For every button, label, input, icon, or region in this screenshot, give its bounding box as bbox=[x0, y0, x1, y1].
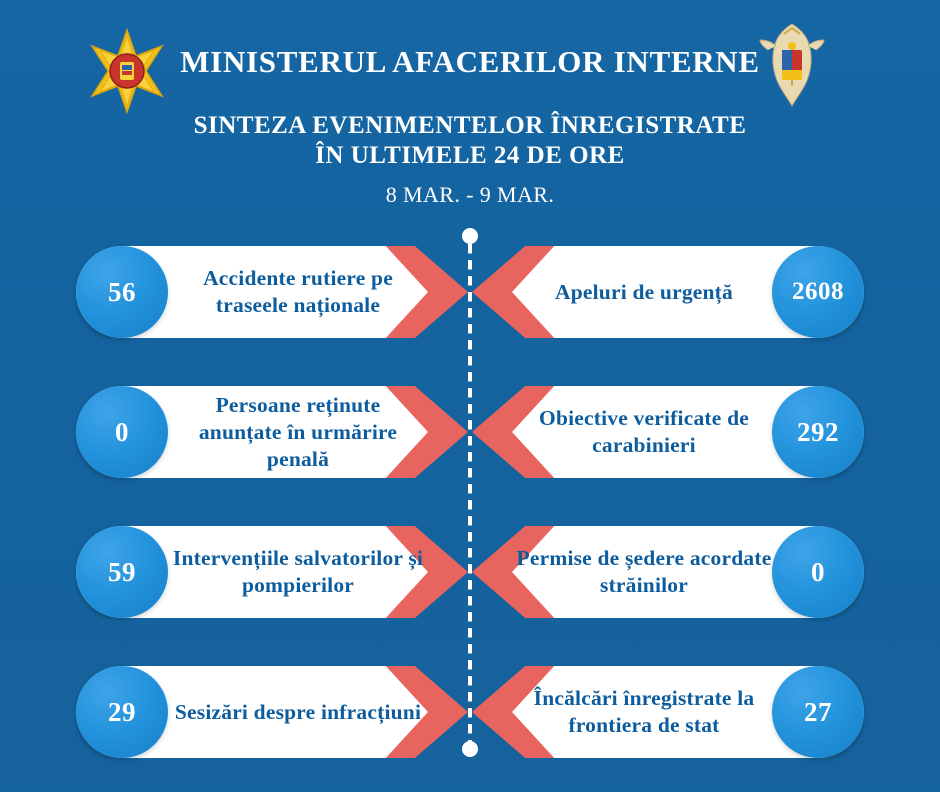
stat-card-apeluri-urgenta bbox=[472, 246, 864, 338]
stat-value-bubble: 29 bbox=[76, 666, 168, 758]
stats-rows bbox=[0, 232, 940, 792]
stat-value-bubble: 292 bbox=[772, 386, 864, 478]
stat-card-interventii-salvatori bbox=[76, 526, 468, 618]
stat-value-bubble: 27 bbox=[772, 666, 864, 758]
stat-label: Accidente rutiere pe traseele naționale bbox=[203, 266, 393, 317]
header bbox=[0, 0, 940, 218]
stat-value-bubble: 0 bbox=[772, 526, 864, 618]
stat-label: Obiective verificate de carabinieri bbox=[539, 406, 749, 457]
stat-value-bubble: 56 bbox=[76, 246, 168, 338]
stats-row bbox=[0, 512, 940, 652]
stats-row bbox=[0, 652, 940, 792]
stat-card-persoane-retinute bbox=[76, 386, 468, 478]
subtitle-line-2: ÎN ULTIMELE 24 DE ORE bbox=[315, 142, 625, 169]
stats-row bbox=[0, 232, 940, 372]
stat-value-bubble: 59 bbox=[76, 526, 168, 618]
stats-row bbox=[0, 372, 940, 512]
subtitle-line-1: SINTEZA EVENIMENTELOR ÎNREGISTRATE bbox=[193, 112, 747, 139]
stat-label: Apeluri de urgență bbox=[555, 279, 733, 304]
stat-label: Încălcări înregistrate la frontiera de stat bbox=[533, 686, 755, 737]
stat-card-incalcari-frontiera bbox=[472, 666, 864, 758]
stat-label: Permise de ședere acordate străinilor bbox=[516, 546, 772, 597]
stat-value-bubble: 2608 bbox=[772, 246, 864, 338]
stat-card-obiective-verificate bbox=[472, 386, 864, 478]
stat-label: Sesizări despre infracțiuni bbox=[174, 699, 422, 724]
stat-card-sesizari-infractiuni bbox=[76, 666, 468, 758]
stat-value-bubble: 0 bbox=[76, 386, 168, 478]
page-title: MINISTERUL AFACERILOR INTERNE bbox=[180, 44, 760, 79]
stat-card-accidente-rutiere bbox=[76, 246, 468, 338]
stat-label: Persoane reținute anunțate în urmărire penală bbox=[198, 392, 398, 471]
stat-card-permise-sedere bbox=[472, 526, 864, 618]
stat-label: Intervențiile salvatorilor și pompierilor bbox=[172, 546, 424, 597]
date-range: 8 MAR. - 9 MAR. bbox=[385, 182, 555, 207]
